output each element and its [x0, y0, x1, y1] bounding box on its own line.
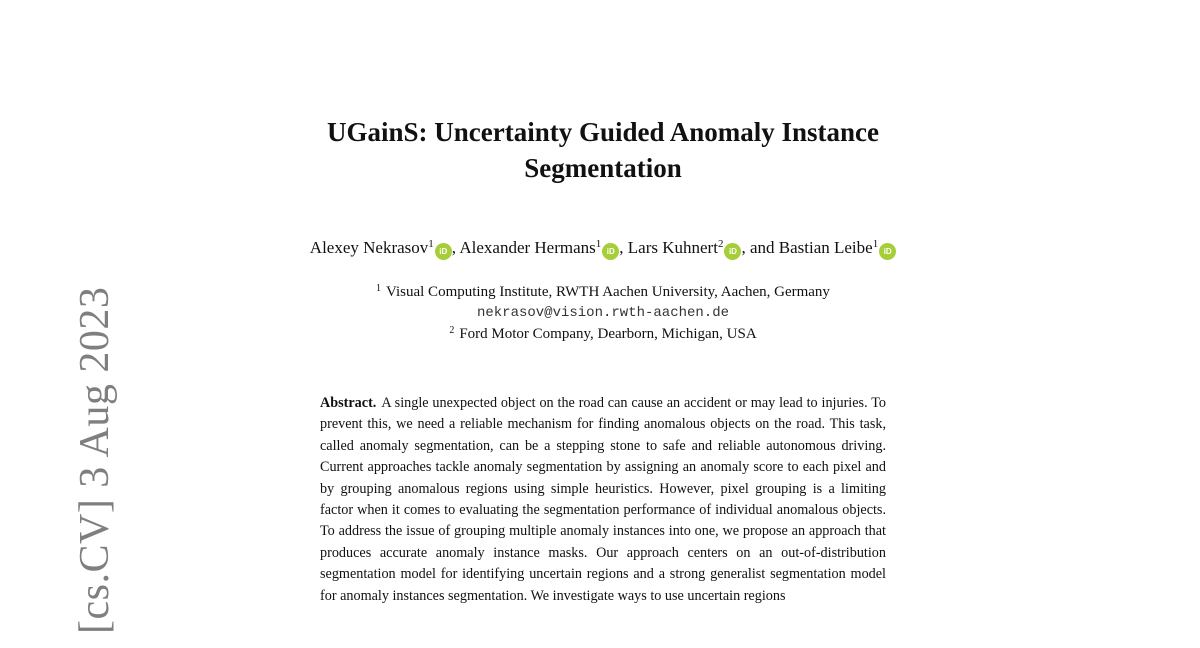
author-name: Lars Kuhnert: [627, 238, 718, 257]
orcid-icon[interactable]: iD: [879, 243, 896, 260]
author-name: Alexander Hermans: [459, 238, 596, 257]
affiliation-1: [250, 282, 956, 303]
affiliation-mark: 1: [595, 238, 602, 250]
orcid-icon[interactable]: iD: [602, 243, 619, 260]
orcid-icon[interactable]: iD: [435, 243, 452, 260]
author-name: Alexey Nekrasov: [309, 238, 429, 257]
abstract-heading: Abstract.: [320, 395, 377, 411]
author-name: and Bastian Leibe: [749, 238, 873, 257]
arxiv-stamp: [cs.CV] 3 Aug 2023: [72, 286, 118, 634]
abstract: [320, 393, 886, 607]
author-list: Alexey Nekrasov$^1$iD , Alexander Hermans$^1$iD , Lars Kuhnert$^2$iD , and Bastian Leibe$^1$iD: [200, 236, 1006, 260]
affiliation-mark: 1: [872, 238, 879, 250]
affiliation-text: Ford Motor Company, Dearborn, Michigan, USA: [459, 326, 757, 342]
affiliation-2: [250, 324, 956, 345]
affiliation-text: Visual Computing Institute, RWTH Aachen University, Aachen, Germany: [386, 284, 830, 300]
contact-email[interactable]: nekrasov@vision.rwth-aachen.de: [476, 305, 730, 321]
affiliation-number: 1: [376, 283, 382, 294]
affiliation-mark: 1: [428, 238, 434, 250]
abstract-text: A single unexpected object on the road can cause an accident or may lead to injuries. To prevent this, we need a reliable mechanism for finding anomalous objects on the road. This task, called anomaly segmentation, can be a stepping stone to safe and reliable autonomous driving. Current approaches tackle anomaly segmentation by assigning an anomaly score to each pixel and by grouping anomalous regions using simple heuristics. However, pixel grouping is a limiting factor when it comes to evaluating the segmentation performance of individual anomalous objects. To address the issue of grouping multiple anomaly instances into one, we propose an approach that produces accurate anomaly instance masks. Our approach centers on an out-of-distribution segmentation model for identifying uncertain regions and a strong generalist segmentation model for anomaly instances segmentation. We investigate ways to use uncertain regions: [320, 395, 886, 604]
orcid-icon[interactable]: iD: [724, 243, 741, 260]
affiliation-mark: 2: [717, 238, 724, 250]
paper-title: UGainS: Uncertainty Guided Anomaly Instance Segmentation: [326, 117, 880, 183]
affiliations: [250, 282, 956, 345]
affiliation-number: 2: [449, 325, 455, 336]
